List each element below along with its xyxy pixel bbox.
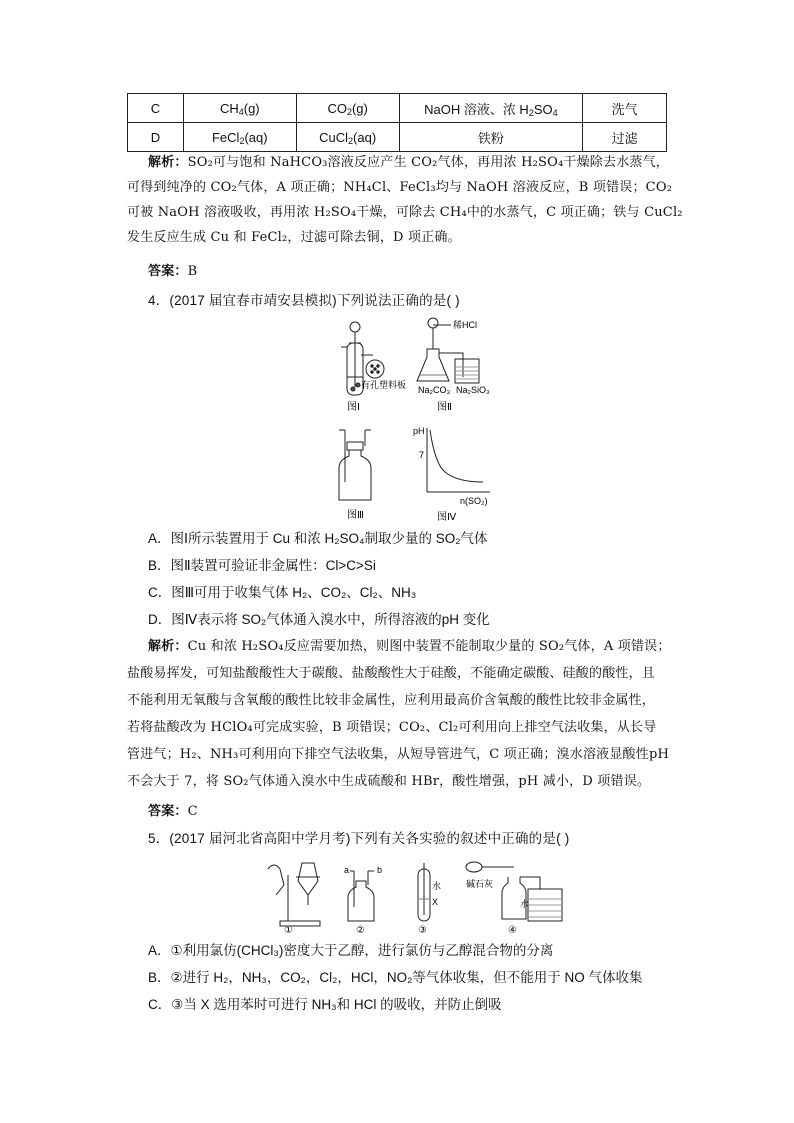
q3-analysis-line: 解析：SO₂可与饱和 NaHCO₃溶液反应产生 CO₂气体，再用浓 H₂SO₄干燥除去水蒸气， [148,155,669,170]
fig4-caption: 图Ⅳ [437,512,457,523]
soda-lime-label: 碱石灰 [466,879,494,889]
separatory-funnel-icon [268,863,320,926]
gas-bottle-fig3-icon [339,430,371,500]
q5-figures [258,855,568,937]
q4-figures-bottom [325,420,500,528]
analysis-label: 解析： [148,639,188,654]
test-tube-icon [418,863,430,921]
q4-analysis-line: 管进气；H₂、NH₃可利用向下排空气法收集，从短导管进气，C 项正确；溴水溶液显酸性pH [127,747,670,762]
q5-stem: 5．(2017 届河北省高阳中学月考)下列有关各实验的叙述中正确的是( ) [148,831,570,846]
q5-option-a: A．①利用氯仿(CHCl₃)密度大于乙醇，进行氯仿与乙醇混合物的分离 [148,943,554,958]
fig-number-1: ① [284,925,293,936]
q4-analysis-line: 不能利用无氧酸与含氧酸的酸性比较非金属性，应利用最高价含氧酸的酸性比较非金属性， [127,693,656,708]
fig4-xlabel: n(SO₂) [460,496,488,506]
table-cell: $CH_4(g)$ [183,94,296,123]
table-cell: FeCl$_2$(aq) [183,123,296,152]
fig4-ylabel: pH [413,426,425,436]
fig3-water-label: 水 [432,881,442,891]
reagent-table [127,93,667,152]
q4-analysis-line: 解析：Cu 和浓 H₂SO₄反应需要加热，则图中装置不能制取少量的 SO₂气体，A 项错误； [148,639,671,654]
fig4-ytick: 7 [419,450,425,460]
ph-curve-fig4-icon [427,428,490,492]
q3-analysis-line: 发生反应生成 Cu 和 FeCl₂，过滤可除去铜，D 项正确。 [127,230,461,245]
q4-option-c: C．图Ⅲ可用于收集气体 H₂、CO₂、Cl₂、NH₃ [148,585,417,600]
q5-option-c: C．③当 X 选用苯时可进行 NH₃和 HCl 的吸收，并防止倒吸 [148,997,502,1012]
fig2-b-label: b [377,865,383,875]
table-cell: NaOH 溶液、浓 $H_2SO_4$ [399,94,583,123]
gas-bottle-ab-icon [348,871,374,921]
table-cell: 过滤 [583,123,667,152]
q3-analysis-line: 可被 NaOH 溶液吸收，再用浓 H₂SO₄干燥，可除去 CH₄中的水蒸气，C 项正确；铁与 CuCl₂ [127,205,683,220]
fig2-a-label: a [344,865,350,875]
q4-analysis-line: 盐酸易挥发，可知盐酸酸性大于碳酸、盐酸酸性大于硅酸，不能确定碳酸、硅酸的酸性，且 [127,666,656,681]
q4-option-a: A．图Ⅰ所示装置用于 Cu 和浓 H₂SO₄制取少量的 SO₂气体 [148,531,488,546]
table-cell: CuCl$_2$(aq) [296,123,399,152]
fig1-label: 有孔塑料板 [361,380,407,390]
fig2-label-right: Na₂SiO₃ [456,385,490,395]
table-cell: D [128,123,184,152]
fig2-caption: 图Ⅱ [437,402,452,413]
fig2-label-top: 稀HCl [453,320,477,330]
table-cell: C [128,94,184,123]
q4-answer: 答案：C [148,804,198,819]
fig-number-3: ③ [418,925,427,936]
fig4-water-label: 水 [520,899,530,909]
q4-figures-top [325,315,505,415]
fig-number-4: ④ [508,925,517,936]
table-row [128,94,667,123]
q5-option-b: B．②进行 H₂，NH₃，CO₂，Cl₂，HCl，NO₂等气体收集，但不能用于 NO 气体收集 [148,970,643,985]
q3-analysis-line: 可得到纯净的 CO₂气体，A 项正确；NH₄Cl、FeCl₃均与 NaOH 溶液反应，B 项错误；CO₂ [127,180,673,195]
table-cell: 洗气 [583,94,667,123]
q4-option-d: D．图Ⅳ表示将 SO₂气体通入溴水中，所得溶液的pH 变化 [148,612,490,627]
table-cell: $CO_2(g)$ [296,94,399,123]
fig3-caption: 图Ⅲ [347,510,364,521]
table-cell: 铁粉 [399,123,583,152]
q4-stem: 4．(2017 届宜春市靖安县模拟)下列说法正确的是( ) [148,293,460,308]
q4-analysis-line: 不会大于 7，将 SO₂气体通入溴水中生成硫酸和 HBr，酸性增强，pH 减小，D 项错误。 [127,774,651,789]
analysis-label: 解析： [148,155,188,170]
q4-analysis-line: 若将盐酸改为 HClO₄可完成实验，B 项错误；CO₂、Cl₂可利用向上排空气法收集，从长导 [127,720,657,735]
drying-tube-collection-icon [466,862,562,921]
q4-option-b: B．图Ⅱ装置可验证非金属性：Cl>C>Si [148,558,376,573]
fig-number-2: ② [356,925,365,936]
fig1-caption: 图Ⅰ [347,402,360,413]
fig2-label-left: Na₂CO₃ [418,385,451,395]
table-row [128,123,667,152]
q3-answer: 答案：B [148,264,198,279]
fig3-x-label: X [432,897,439,907]
